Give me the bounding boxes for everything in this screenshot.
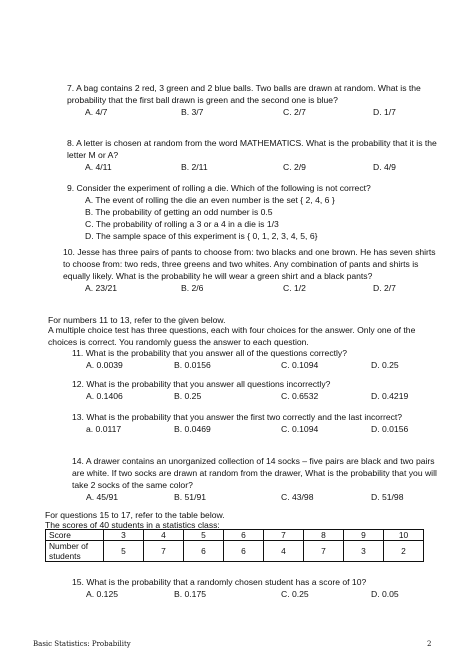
choice-c: C. 2/7 (283, 107, 306, 117)
choice-c: C. 0.6532 (281, 391, 319, 401)
choice-d: D. 2/7 (373, 283, 396, 293)
page-number: 2 (427, 640, 432, 648)
scenario-text: A multiple choice test has three questions, each with four choices for the answer. Only one of the choices is correct. You randomly guess the answer to each question. (48, 325, 416, 347)
score-cell: 3 (104, 530, 144, 541)
choice-c: C. 0.1094 (281, 424, 319, 434)
question-text: 14. A drawer contains an unorganized collection of 14 socks – five pairs are black and two pairs are white. If two socks are drawn at random from the drawer, What is the probability that you will take 2 socks of the same color? (72, 456, 437, 490)
choice-a: A. 4/7 (85, 107, 108, 117)
count-cell: 2 (384, 541, 424, 562)
question-text: 7. A bag contains 2 red, 3 green and 2 blue balls. Two balls are drawn at random. What is the probability that the first ball drawn is green and the second one is blue? (67, 83, 421, 105)
answer-options (85, 194, 439, 242)
question-text: 10. Jesse has three pairs of pants to choose from: two blacks and one brown. He has seven shirts to choose from: two reds, three greens and two whites. Any combination of pants and shirts is equally likely. What is the probability he will wear a green shirt and a black pants? (63, 247, 436, 281)
question-text: 13. What is the probability that you answer the first two correctly and the last incorrect? (72, 412, 403, 422)
choice-d: D. 1/7 (373, 107, 396, 117)
answer-choices (86, 390, 440, 402)
table-caption: The scores of 40 students in a statistics class: (45, 520, 220, 530)
choice-d: D. 51/98 (371, 492, 404, 502)
choice-b: B. 2/11 (181, 162, 208, 172)
choice-a: a. 0.0117 (86, 424, 122, 434)
question-12 (72, 378, 440, 402)
table-row (46, 541, 424, 562)
footer-title: Basic Statistics: Probability (33, 640, 131, 648)
choice-b: B. 0.25 (174, 391, 202, 401)
choice-b: B. 2/6 (181, 283, 204, 293)
table-row (46, 530, 424, 541)
choice-a: A. 0.125 (86, 589, 119, 599)
choice-d: D. 4/9 (373, 162, 396, 172)
option-d: D. The sample space of this experiment is { 0, 1, 2, 3, 4, 5, 6} (85, 231, 318, 241)
choice-d: D. 0.25 (371, 360, 399, 370)
choice-c: C. 2/9 (283, 162, 306, 172)
score-cell: 5 (184, 530, 224, 541)
question-text: 15. What is the probability that a randomly chosen student has a score of 10? (72, 577, 367, 587)
question-7 (67, 82, 439, 118)
question-text: 8. A letter is chosen at random from the word MATHEMATICS. What is the probability that it is the letter M or A? (67, 138, 437, 160)
choice-b: B. 51/91 (174, 492, 207, 502)
section-intro-15-17: For questions 15 to 17, refer to the table below. (45, 510, 225, 520)
row-header-score: Score (46, 530, 104, 541)
question-8 (67, 137, 439, 173)
question-text: 9. Consider the experiment of rolling a die. Which of the following is not correct? (67, 183, 371, 193)
option-a: A. The event of rolling the die an even number is the set { 2, 4, 6 } (85, 195, 335, 205)
choice-c: C. 0.25 (281, 589, 309, 599)
score-cell: 6 (224, 530, 264, 541)
answer-choices (86, 423, 412, 435)
count-cell: 4 (264, 541, 304, 562)
choice-a: A. 45/91 (86, 492, 119, 502)
answer-choices (86, 359, 440, 371)
choice-d: D. 0.05 (371, 589, 399, 599)
choice-b: B. 3/7 (181, 107, 204, 117)
choice-b: B. 0.175 (174, 589, 207, 599)
answer-choices (86, 588, 448, 600)
count-cell: 7 (304, 541, 344, 562)
score-cell: 4 (144, 530, 184, 541)
question-text: 11. What is the probability that you answer all of the questions correctly? (72, 348, 347, 358)
row-header-students: Number of students (46, 541, 104, 562)
scores-table (45, 529, 424, 562)
choice-c: C. 43/98 (281, 492, 314, 502)
score-cell: 8 (304, 530, 344, 541)
choice-a: A. 0.1406 (86, 391, 123, 401)
option-c: C. The probability of rolling a 3 or a 4 in a die is 1/3 (85, 219, 279, 229)
question-15 (72, 576, 448, 600)
choice-a: A. 4/11 (85, 162, 112, 172)
choice-c: C. 1/2 (283, 283, 306, 293)
answer-choices (85, 161, 439, 173)
question-14 (72, 455, 448, 503)
choice-b: B. 0.0156 (174, 360, 211, 370)
choice-a: A. 23/21 (85, 283, 118, 293)
choice-d: D. 0.0156 (371, 424, 409, 434)
choice-b: B. 0.0469 (174, 424, 211, 434)
count-cell: 7 (144, 541, 184, 562)
count-cell: 6 (224, 541, 264, 562)
question-13 (72, 411, 412, 435)
option-b: B. The probability of getting an odd number is 0.5 (85, 207, 273, 217)
score-cell: 7 (264, 530, 304, 541)
question-9 (67, 182, 439, 242)
answer-choices (81, 282, 441, 294)
score-cell: 10 (384, 530, 424, 541)
question-11 (72, 347, 440, 371)
choice-d: D. 0.4219 (371, 391, 409, 401)
choice-c: C. 0.1094 (281, 360, 319, 370)
score-cell: 9 (344, 530, 384, 541)
count-cell: 6 (184, 541, 224, 562)
question-10 (63, 246, 441, 294)
answer-choices (86, 491, 448, 503)
answer-choices (85, 106, 439, 118)
section-intro-11-13: For numbers 11 to 13, refer to the given below. (48, 315, 226, 325)
count-cell: 5 (104, 541, 144, 562)
count-cell: 3 (344, 541, 384, 562)
question-text: 12. What is the probability that you answer all questions incorrectly? (72, 379, 331, 389)
choice-a: A. 0.0039 (86, 360, 123, 370)
